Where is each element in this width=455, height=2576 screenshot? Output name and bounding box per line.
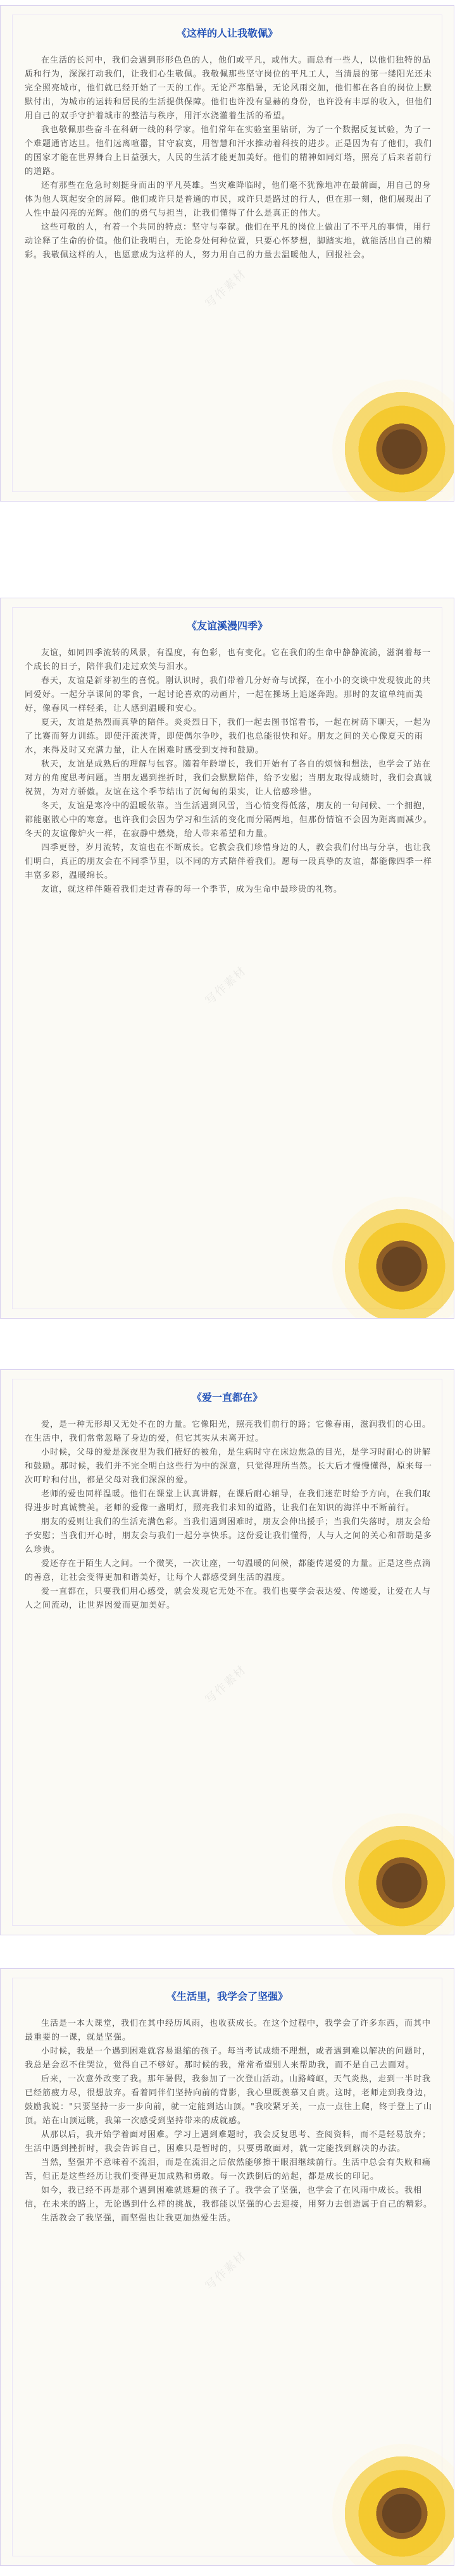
article-paragraph: 爱还存在于陌生人之间。一个微笑，一次让座，一句温暖的问候，都能传递爱的力量。正是这些点滴的善意，让社会变得更加和谐美好，让每个人都感受到生活的温度。 bbox=[25, 1559, 432, 1582]
article-paragraph: 友谊，就这样伴随着我们走过青春的每一个季节，成为生命中最珍贵的礼物。 bbox=[41, 885, 343, 894]
article-card-3 bbox=[0, 1369, 454, 1935]
sunflower-decoration bbox=[332, 1197, 454, 1319]
article-paragraph: 四季更替，岁月流转，友谊也在不断成长。它教会我们珍惜身边的人，教会我们付出与分享，也让我们明白，真正的朋友会在不同季节里，以不同的方式陪伴着我们。愿每一段真挚的友谊，都能像四季一样丰富多彩，温暖绵长。 bbox=[25, 843, 433, 880]
article-paragraph: 秋天，友谊是成熟后的理解与包容。随着年龄增长，我们开始有了各自的烦恼和想法，也学会了站在对方的角度思考问题。当朋友遇到挫折时，我们会默默陪伴，给予安慰；当朋友取得成绩时，我们会真诚祝贺，为对方骄傲。友谊在这个季节结出了沉甸甸的果实，让人倍感珍惜。 bbox=[25, 760, 433, 797]
article-paragraph: 这些可敬的人，有着一个共同的特点：坚守与奉献。他们在平凡的岗位上做出了不平凡的事情，用行动诠释了生命的价值。他们让我明白，无论身处何种位置，只要心怀梦想，脚踏实地，就能活出自己的精彩。我敬佩这样的人，也愿意成为这样的人，努力用自己的力量去温暖他人，回报社会。 bbox=[25, 223, 433, 260]
article-paragraph: 我也敬佩那些奋斗在科研一线的科学家。他们常年在实验室里钻研，为了一个数据反复试验，为了一个难题通宵达旦。他们远离喧嚣，甘守寂寞，用智慧和汗水推动着科技的进步。正是因为有了他们，我们的国家才能在世界舞台上日益强大，人民的生活才能更加美好。他们的精神如同灯塔，照亮了后来者前行的道路。 bbox=[25, 125, 433, 176]
watermark-text: 写作素材 bbox=[203, 266, 249, 311]
article-paragraph: 后来，一次意外改变了我。那年暑假，我参加了一次登山活动。山路崎岖，天气炎热，走到一半时我已经筋疲力尽，很想放弃。看着同伴们坚持向前的背影，我心里既羡慕又自责。这时，老师走到我身边，鼓励我说："只要坚持一步一步向前，就一定能到达山顶。"我咬紧牙关，一点一点往上爬，终于登上了山顶。站在山顶远眺，我第一次感受到坚持带来的成就感。 bbox=[25, 2074, 433, 2126]
article-paragraph: 爱一直都在，只要我们用心感受，就会发现它无处不在。我们也要学会表达爱、传递爱，让爱在人与人之间流动，让世界因爱而更加美好。 bbox=[25, 1587, 432, 1610]
watermark-text: 写作素材 bbox=[203, 963, 249, 1008]
article-paragraph: 小时候，我是一个遇到困难就容易退缩的孩子。每当考试成绩不理想，或者遇到难以解决的问题时，我总是会忍不住哭泣，觉得自己不够好。那时候的我，常常希望别人来帮助我，而不是自己去面对。 bbox=[25, 2047, 432, 2070]
article-paragraph: 在生活的长河中，我们会遇到形形色色的人，他们或平凡，或伟大。而总有一些人，以他们独特的品质和行为，深深打动我们，让我们心生敬佩。我敬佩那些坚守岗位的平凡工人，当清晨的第一缕阳光还未完全照亮城市，他们就已经开始了一天的工作。无论严寒酷暑，无论风雨交加，他们都在各自的岗位上默默付出，为城市的运转和居民的生活提供保障。他们也许没有显赫的身份，也许没有丰厚的收入，但他们用自己的双手守护着城市的整洁与秩序，用汗水浇灌着生活的希望。 bbox=[25, 56, 433, 121]
article-paragraph: 生活教会了我坚强，而坚强也让我更加热爱生活。 bbox=[41, 2214, 237, 2223]
article-paragraph: 老师的爱也同样温暖。他们在课堂上认真讲解，在课后耐心辅导，在我们迷茫时给予方向，在我们取得进步时真诚赞美。老师的爱像一盏明灯，照亮我们求知的道路，让我们在知识的海洋中不断前行。 bbox=[25, 1489, 432, 1513]
sunflower-decoration bbox=[332, 2444, 454, 2566]
article-paragraph: 还有那些在危急时刻挺身而出的平凡英雄。当灾难降临时，他们毫不犹豫地冲在最前面，用自己的身体为他人筑起安全的屏障。他们或许只是普通的市民，或许只是路过的行人，但在那一刻，他们展现出了人性中最闪亮的光辉。他们的勇气与担当，让我们懂得了什么是真正的伟大。 bbox=[25, 181, 433, 218]
article-paragraph: 从那以后，我开始学着面对困难。学习上遇到难题时，我会反复思考、查阅资料，而不是轻易放弃；生活中遇到挫折时，我会告诉自己，困难只是暂时的，只要勇敢面对，就一定能找到解决的办法。 bbox=[25, 2130, 432, 2154]
article-card-4 bbox=[0, 1968, 454, 2566]
article-paragraph: 爱，是一种无形却又无处不在的力量。它像阳光，照亮我们前行的路；它像春雨，滋润我们的心田。在生活中，我们常常忽略了身边的爱，但它其实从未离开过。 bbox=[25, 1420, 432, 1443]
article-paragraph: 当然，坚强并不意味着不流泪，而是在流泪之后依然能够擦干眼泪继续前行。生活中总会有失败和痛苦，但正是这些经历让我们变得更加成熟和勇敢。每一次跌倒后的站起，都是成长的印记。 bbox=[25, 2158, 432, 2181]
article-paragraph: 春天，友谊是新芽初生的喜悦。刚认识时，我们带着几分好奇与试探，在小小的交谈中发现彼此的共同爱好。一起分享课间的零食，一起讨论喜欢的动画片，一起在操场上追逐奔跑。那时的友谊单纯而美好，像春风一样轻柔，让人感到温暖和安心。 bbox=[25, 676, 432, 713]
article-paragraph: 夏天，友谊是热烈而真挚的陪伴。炎炎烈日下，我们一起去图书馆看书，一起在树荫下聊天，一起为了比赛而努力训练。即使汗流浃背，即使偶尔争吵，我们也总能很快和好。朋友之间的关心像夏天的雨水，来得及时又充满力量，让人在困难时感受到支持和鼓励。 bbox=[25, 718, 432, 755]
sunflower-decoration bbox=[332, 379, 454, 502]
article-paragraph: 生活是一本大课堂，我们在其中经历风雨，也收获成长。在这个过程中，我学会了许多东西，而其中最重要的一课，就是坚强。 bbox=[25, 2019, 432, 2042]
article-card-2 bbox=[0, 598, 454, 1319]
article-paragraph: 冬天，友谊是寒冷中的温暖依靠。当生活遇到风雪，当心情变得低落，朋友的一句问候、一个拥抱，都能驱散心中的寒意。也许我们会因为学习和生活的变化而分隔两地，但那份情谊不会因为距离而减少。冬天的友谊像炉火一样，在寂静中燃烧，给人带来希望和力量。 bbox=[25, 801, 433, 839]
article-title: 《生活里，我学会了坚强》 bbox=[166, 1990, 288, 2002]
watermark-text: 写作素材 bbox=[203, 1662, 249, 1707]
article-title: 《爱一直都在》 bbox=[191, 1391, 263, 1403]
article-title: 《这样的人让我敬佩》 bbox=[176, 27, 278, 39]
article-paragraph: 朋友的爱则让我们的生活充满色彩。当我们遇到困难时，朋友会伸出援手；当我们失落时，朋友会给予安慰；当我们开心时，朋友会与我们一起分享快乐。这份爱让我们懂得，人与人之间的关心和帮助是多么珍贵。 bbox=[25, 1517, 433, 1555]
watermark-text: 写作素材 bbox=[203, 2248, 249, 2293]
article-paragraph: 小时候，父母的爱是深夜里为我们掖好的被角，是生病时守在床边焦急的目光，是学习时耐心的讲解和鼓励。那时候，我们并不完全明白这些行为中的深意，只觉得理所当然。长大后才慢慢懂得，原来每一次叮咛和付出，都是父母对我们深深的爱。 bbox=[25, 1448, 433, 1485]
sunflower-decoration bbox=[332, 1813, 454, 1935]
article-card-1 bbox=[0, 5, 454, 502]
article-paragraph: 如今，我已经不再是那个遇到困难就逃避的孩子了。我学会了坚强，也学会了在风雨中成长。我相信，在未来的路上，无论遇到什么样的挑战，我都能以坚强的心去迎接，用努力去创造属于自己的精彩。 bbox=[25, 2186, 433, 2209]
article-paragraph: 友谊，如同四季流转的风景，有温度，有色彩，也有变化。它在我们的生命中静静流淌，滋润着每一个成长的日子，陪伴我们走过欢笑与泪水。 bbox=[25, 648, 432, 672]
article-title: 《友谊溪漫四季》 bbox=[186, 620, 268, 632]
